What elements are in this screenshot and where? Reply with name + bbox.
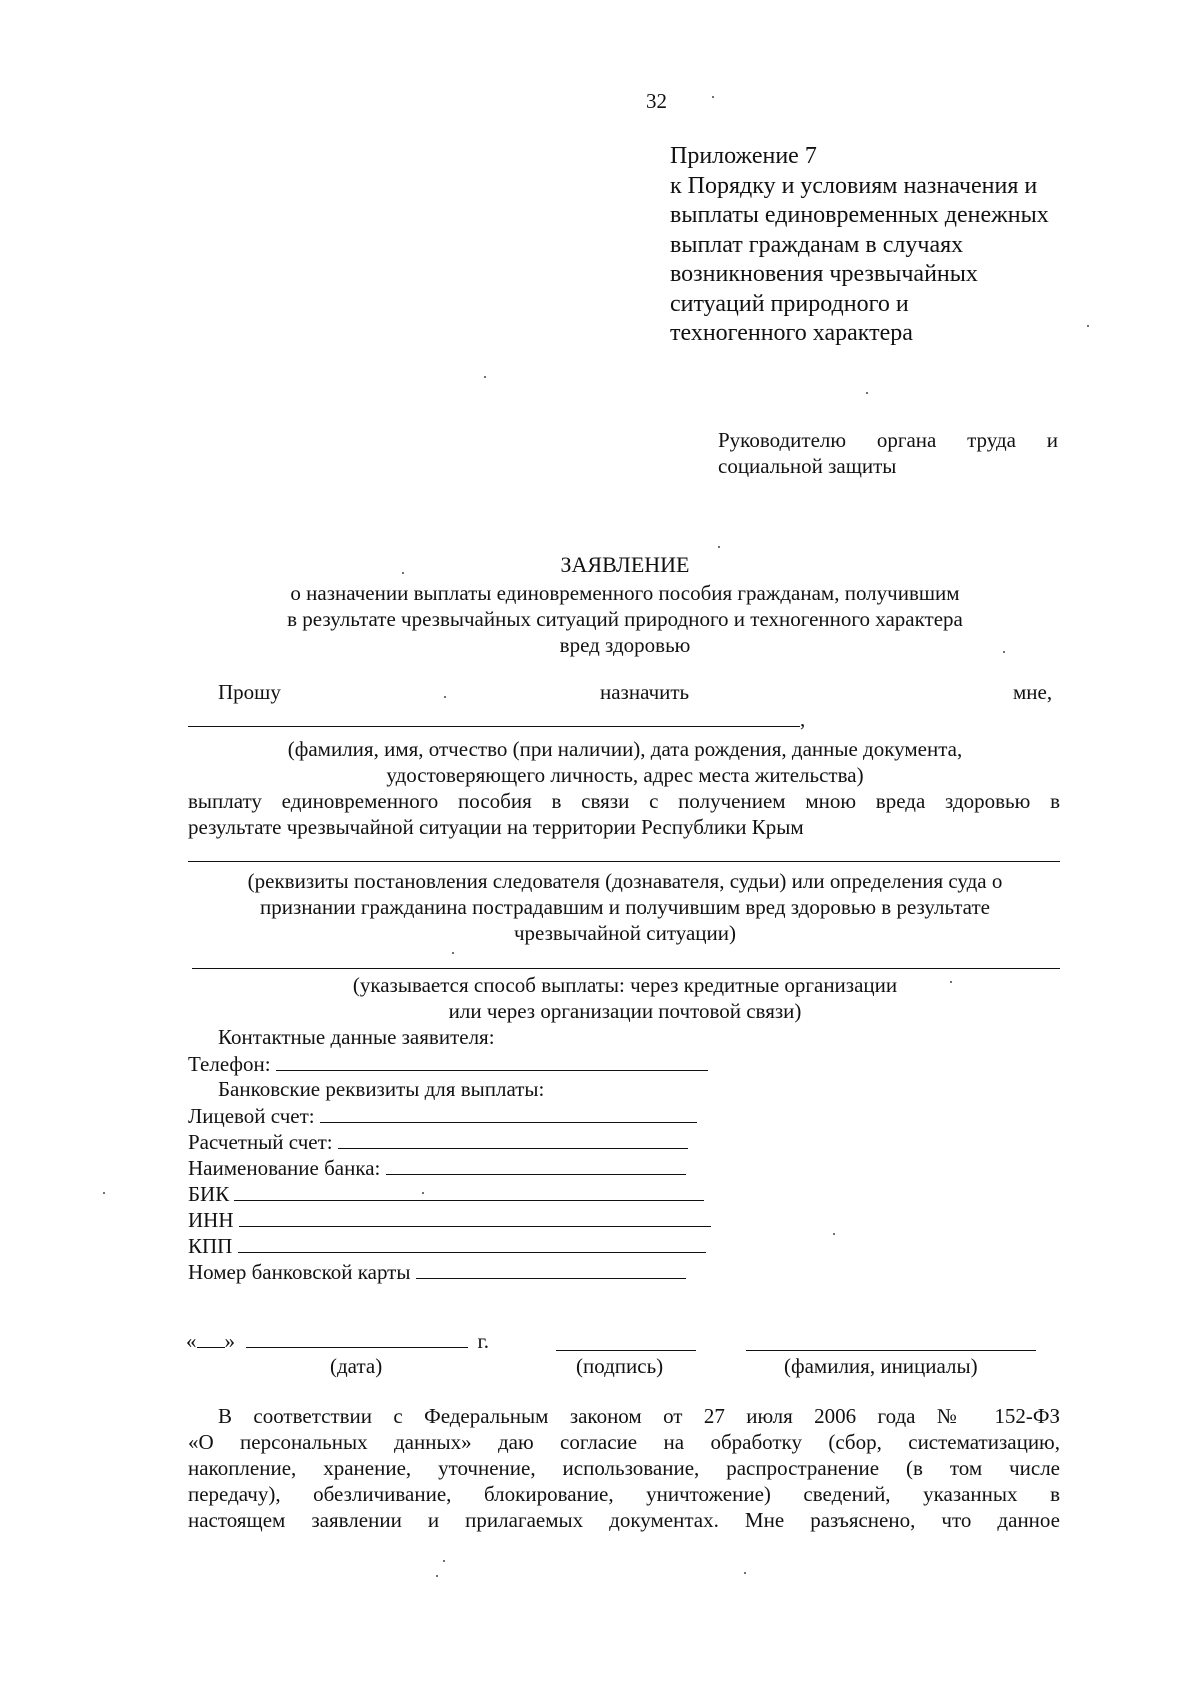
phone-row xyxy=(188,1050,708,1077)
applicant-details-hint-1: (фамилия, имя, отчество (при наличии), дата рождения, данные документа, xyxy=(287,737,963,761)
appendix-line: техногенного характера xyxy=(670,320,913,346)
scan-speck xyxy=(1003,651,1005,653)
document-subtitle-3: вред здоровью xyxy=(559,633,691,657)
scan-speck xyxy=(443,1560,445,1562)
page-number: 32 xyxy=(646,89,667,113)
phone-field[interactable] xyxy=(276,1050,708,1071)
consent-line-4: передачу), обезличивание, блокирование, уничтожение) сведений, указанных в xyxy=(188,1482,1060,1506)
scan-speck xyxy=(718,546,720,548)
bik-label: БИК xyxy=(188,1182,230,1206)
date-month-year-field[interactable] xyxy=(246,1327,468,1348)
scan-speck xyxy=(444,696,446,698)
request-word-2: назначить xyxy=(600,680,690,704)
request-word-3: мне, xyxy=(1013,680,1053,704)
scan-speck xyxy=(422,1192,424,1194)
consent-line-5: настоящем заявлении и прилагаемых документах. Мне разъяснено, что данное xyxy=(188,1508,1060,1532)
appendix-line: ситуаций природного и xyxy=(670,290,909,317)
document-subtitle-1: о назначении выплаты единовременного пособия гражданам, получившим xyxy=(290,581,960,605)
addressee-line-1: Руководителю органа труда и xyxy=(718,428,1058,452)
appendix-line: выплат гражданам в случаях xyxy=(670,231,964,258)
bank-name-label: Наименование банка: xyxy=(188,1156,381,1180)
bank-details-header: Банковские реквизиты для выплаты: xyxy=(218,1077,545,1101)
kpp-row xyxy=(188,1232,706,1259)
personal-account-field[interactable] xyxy=(320,1102,697,1123)
payment-method-line[interactable] xyxy=(192,968,1060,969)
bik-row xyxy=(188,1180,704,1207)
scan-speck xyxy=(712,96,714,98)
card-number-row xyxy=(188,1258,686,1285)
resolution-hint-1: (реквизиты постановления следователя (дознавателя, судьи) или определения суда о xyxy=(247,869,1003,893)
kpp-field[interactable] xyxy=(238,1232,706,1253)
card-number-label: Номер банковской карты xyxy=(188,1260,411,1284)
payment-method-hint-1: (указывается способ выплаты: через кредитные организации xyxy=(352,973,898,997)
applicant-details-comma: , xyxy=(800,707,806,731)
bank-name-field[interactable] xyxy=(386,1154,686,1175)
scan-speck xyxy=(833,1233,835,1235)
inn-field[interactable] xyxy=(239,1206,711,1227)
kpp-label: КПП xyxy=(188,1234,233,1258)
appendix-block xyxy=(670,142,1049,349)
payment-method-hint-2: или через организации почтовой связи) xyxy=(448,999,802,1023)
inn-label: ИНН xyxy=(188,1208,234,1232)
consent-line-3: накопление, хранение, уточнение, использование, распространение (в том числе xyxy=(188,1456,1060,1480)
date-caption: (дата) xyxy=(330,1354,383,1378)
scan-speck xyxy=(103,1192,105,1194)
request-body-line-1: выплату единовременного пособия в связи с получением мною вреда здоровью в xyxy=(188,789,1060,813)
scan-speck xyxy=(950,981,952,983)
appendix-line: к Порядку и условиям назначения и xyxy=(670,172,1038,199)
resolution-hint-2: признании гражданина пострадавшим и получившим вред здоровью в результате xyxy=(260,895,990,919)
appendix-line: возникновения чрезвычайных xyxy=(670,261,978,287)
year-suffix: г. xyxy=(477,1329,489,1353)
phone-label: Телефон: xyxy=(188,1052,271,1076)
scan-speck xyxy=(866,392,868,394)
scan-speck xyxy=(402,572,404,574)
settlement-account-row xyxy=(188,1128,688,1155)
request-body-line-2: результате чрезвычайной ситуации на территории Республики Крым xyxy=(188,815,804,839)
request-word-1: Прошу xyxy=(218,680,281,704)
signature-caption: (подпись) xyxy=(576,1354,664,1378)
personal-account-label: Лицевой счет: xyxy=(188,1104,315,1128)
resolution-hint-3: чрезвычайной ситуации) xyxy=(513,921,737,945)
date-row xyxy=(186,1327,489,1354)
scan-speck xyxy=(744,1572,746,1574)
applicant-details-hint-2: удостоверяющего личность, адрес места жительства) xyxy=(386,763,864,787)
scan-speck xyxy=(436,1575,438,1577)
bank-name-row xyxy=(188,1154,686,1181)
date-quote-close: » xyxy=(224,1329,235,1353)
scan-speck xyxy=(484,376,486,378)
personal-account-row xyxy=(188,1102,697,1129)
appendix-line: выплаты единовременных денежных xyxy=(670,202,1049,228)
date-day-field[interactable] xyxy=(197,1327,225,1348)
scan-speck xyxy=(452,952,454,954)
appendix-title: Приложение 7 xyxy=(670,143,817,169)
name-caption: (фамилия, инициалы) xyxy=(784,1354,978,1378)
settlement-account-label: Расчетный счет: xyxy=(188,1130,333,1154)
addressee-line-2: социальной защиты xyxy=(718,454,897,478)
consent-line-1: В соответствии с Федеральным законом от 27 июля 2006 года № 152-ФЗ xyxy=(218,1404,1060,1428)
settlement-account-field[interactable] xyxy=(338,1128,688,1149)
name-initials-field[interactable] xyxy=(746,1350,1036,1351)
applicant-details-line[interactable] xyxy=(188,726,800,727)
date-quote-open: « xyxy=(186,1329,197,1353)
scan-speck xyxy=(1087,325,1089,327)
bik-field[interactable] xyxy=(234,1180,704,1201)
resolution-details-line[interactable] xyxy=(188,861,1060,862)
consent-line-2: «О персональных данных» даю согласие на обработку (сбор, систематизацию, xyxy=(188,1430,1060,1454)
card-number-field[interactable] xyxy=(416,1258,686,1279)
document-subtitle-2: в результате чрезвычайных ситуаций природного и техногенного характера xyxy=(287,607,963,631)
document-title: ЗАЯВЛЕНИЕ xyxy=(560,552,690,577)
signature-field[interactable] xyxy=(556,1350,696,1351)
contacts-header: Контактные данные заявителя: xyxy=(218,1025,495,1049)
inn-row xyxy=(188,1206,711,1233)
